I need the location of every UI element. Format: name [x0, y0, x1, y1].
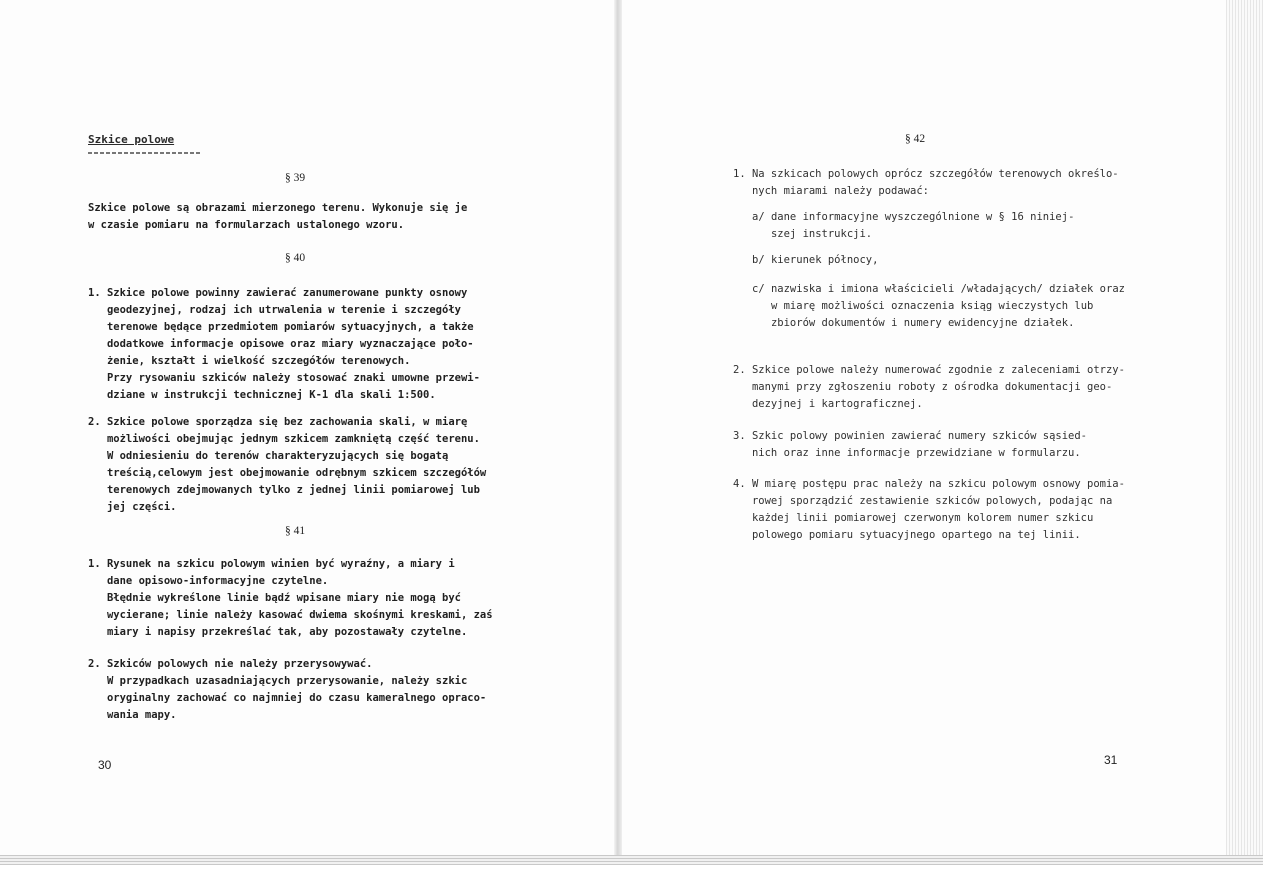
text-line: Szkice polowe są obrazami mierzonego terenu. Wykonuje się je	[88, 202, 468, 214]
text-line: dezyjnej i kartograficznej.	[733, 398, 923, 410]
section-heading: Szkice polowe	[88, 133, 175, 146]
text-line: wania mapy.	[88, 709, 177, 721]
text-line: b/ kierunek północy,	[752, 254, 879, 266]
text-line: miary i napisy przekreślać tak, aby pozostawały czytelne.	[88, 626, 468, 638]
text-line: dane opisowo-informacyjne czytelne.	[88, 575, 329, 587]
paragraph-42-item-2	[733, 362, 1125, 413]
text-line: 1. Na szkicach polowych oprócz szczegółów terenowych określo-	[733, 168, 1119, 180]
text-line: W przypadkach uzasadniających przerysowanie, należy szkic	[88, 675, 468, 687]
text-line: rowej sporządzić zestawienie szkiców polowych, podając na	[733, 495, 1113, 507]
text-line: w czasie pomiaru na formularzach ustalonego wzoru.	[88, 219, 405, 231]
paragraph-40-item-1	[88, 285, 480, 404]
text-line: 4. W miarę postępu prac należy na szkicu polowym osnowy pomia-	[733, 478, 1125, 490]
paragraph-40-item-2	[88, 414, 486, 516]
page-edge-right	[1226, 0, 1263, 865]
paragraph-42-item-4	[733, 476, 1125, 544]
text-line: W odniesieniu do terenów charakteryzujących się bogatą	[88, 450, 449, 462]
text-line: 1. Szkice polowe powinny zawierać zanumerowane punkty osnowy	[88, 287, 468, 299]
page-edge-bottom	[0, 855, 1263, 865]
text-line: nich oraz inne informacje przewidziane w formularzu.	[733, 447, 1081, 459]
text-line: 1. Rysunek na szkicu polowym winien być wyraźny, a miary i	[88, 558, 455, 570]
page-number-left: 30	[98, 758, 112, 772]
text-line: 2. Szkice polowe sporządza się bez zachowania skali, w miarę	[88, 416, 468, 428]
text-line: jej części.	[88, 501, 177, 513]
paragraph-42-sub-a	[752, 209, 1074, 243]
text-line: szej instrukcji.	[752, 228, 873, 240]
text-line: manymi przy zgłoszeniu roboty z ośrodka dokumentacji geo-	[733, 381, 1113, 393]
text-line: c/ nazwiska i imiona właścicieli /władających/ działek oraz	[752, 283, 1125, 295]
paragraph-sign-39: § 39	[285, 172, 306, 184]
text-line: 3. Szkic polowy powinien zawierać numery szkiców sąsied-	[733, 430, 1088, 442]
text-line: żenie, kształt i wielkość szczegółów terenowych.	[88, 355, 411, 367]
paragraph-42-sub-c	[752, 281, 1125, 332]
text-line: geodezyjnej, rodzaj ich utrwalenia w terenie i szczegóły	[88, 304, 461, 316]
paragraph-42-item-3	[733, 428, 1087, 462]
scan-margin	[0, 865, 1263, 893]
heading-underline	[88, 152, 202, 154]
text-line: oryginalny zachować co najmniej do czasu kameralnego opraco-	[88, 692, 487, 704]
text-line: treścią,celowym jest obejmowanie odrębnym szkicem szczegółów	[88, 467, 487, 479]
paragraph-42-item-1	[733, 166, 1119, 200]
book-gutter	[614, 0, 622, 860]
text-line: 2. Szkice polowe należy numerować zgodnie z zaleceniami otrzy-	[733, 364, 1125, 376]
paragraph-39-text	[88, 200, 467, 234]
text-line: dziane w instrukcji technicznej K-1 dla skali 1:500.	[88, 389, 436, 401]
text-line: 2. Szkiców polowych nie należy przerysowywać.	[88, 658, 373, 670]
text-line: Błędnie wykreślone linie bądź wpisane miary nie mogą być	[88, 592, 461, 604]
text-line: terenowych zdejmowanych tylko z jednej linii pomiarowej lub	[88, 484, 480, 496]
text-line: Przy rysowaniu szkiców należy stosować znaki umowne przewi-	[88, 372, 480, 384]
paragraph-41-item-1	[88, 556, 493, 641]
paragraph-sign-42: § 42	[905, 133, 926, 145]
page-number-right: 31	[1104, 753, 1118, 767]
paragraph-42-sub-b	[752, 252, 878, 269]
text-line: wycierane; linie należy kasować dwiema skośnymi kreskami, zaś	[88, 609, 493, 621]
paragraph-41-item-2	[88, 656, 486, 724]
text-line: każdej linii pomiarowej czerwonym kolorem numer szkicu	[733, 512, 1094, 524]
paragraph-sign-41: § 41	[285, 525, 306, 537]
text-line: polowego pomiaru sytuacyjnego opartego na tej linii.	[733, 529, 1081, 541]
text-line: a/ dane informacyjne wyszczególnione w § 16 niniej-	[752, 211, 1075, 223]
text-line: dodatkowe informacje opisowe oraz miary wyznaczające poło-	[88, 338, 474, 350]
text-line: terenowe będące przedmiotem pomiarów sytuacyjnych, a także	[88, 321, 474, 333]
text-line: nych miarami należy podawać:	[733, 185, 929, 197]
text-line: możliwości obejmując jednym szkicem zamkniętą część terenu.	[88, 433, 480, 445]
text-line: w miarę możliwości oznaczenia ksiąg wieczystych lub	[752, 300, 1094, 312]
paragraph-sign-40: § 40	[285, 252, 306, 264]
text-line: zbiorów dokumentów i numery ewidencyjne działek.	[752, 317, 1075, 329]
